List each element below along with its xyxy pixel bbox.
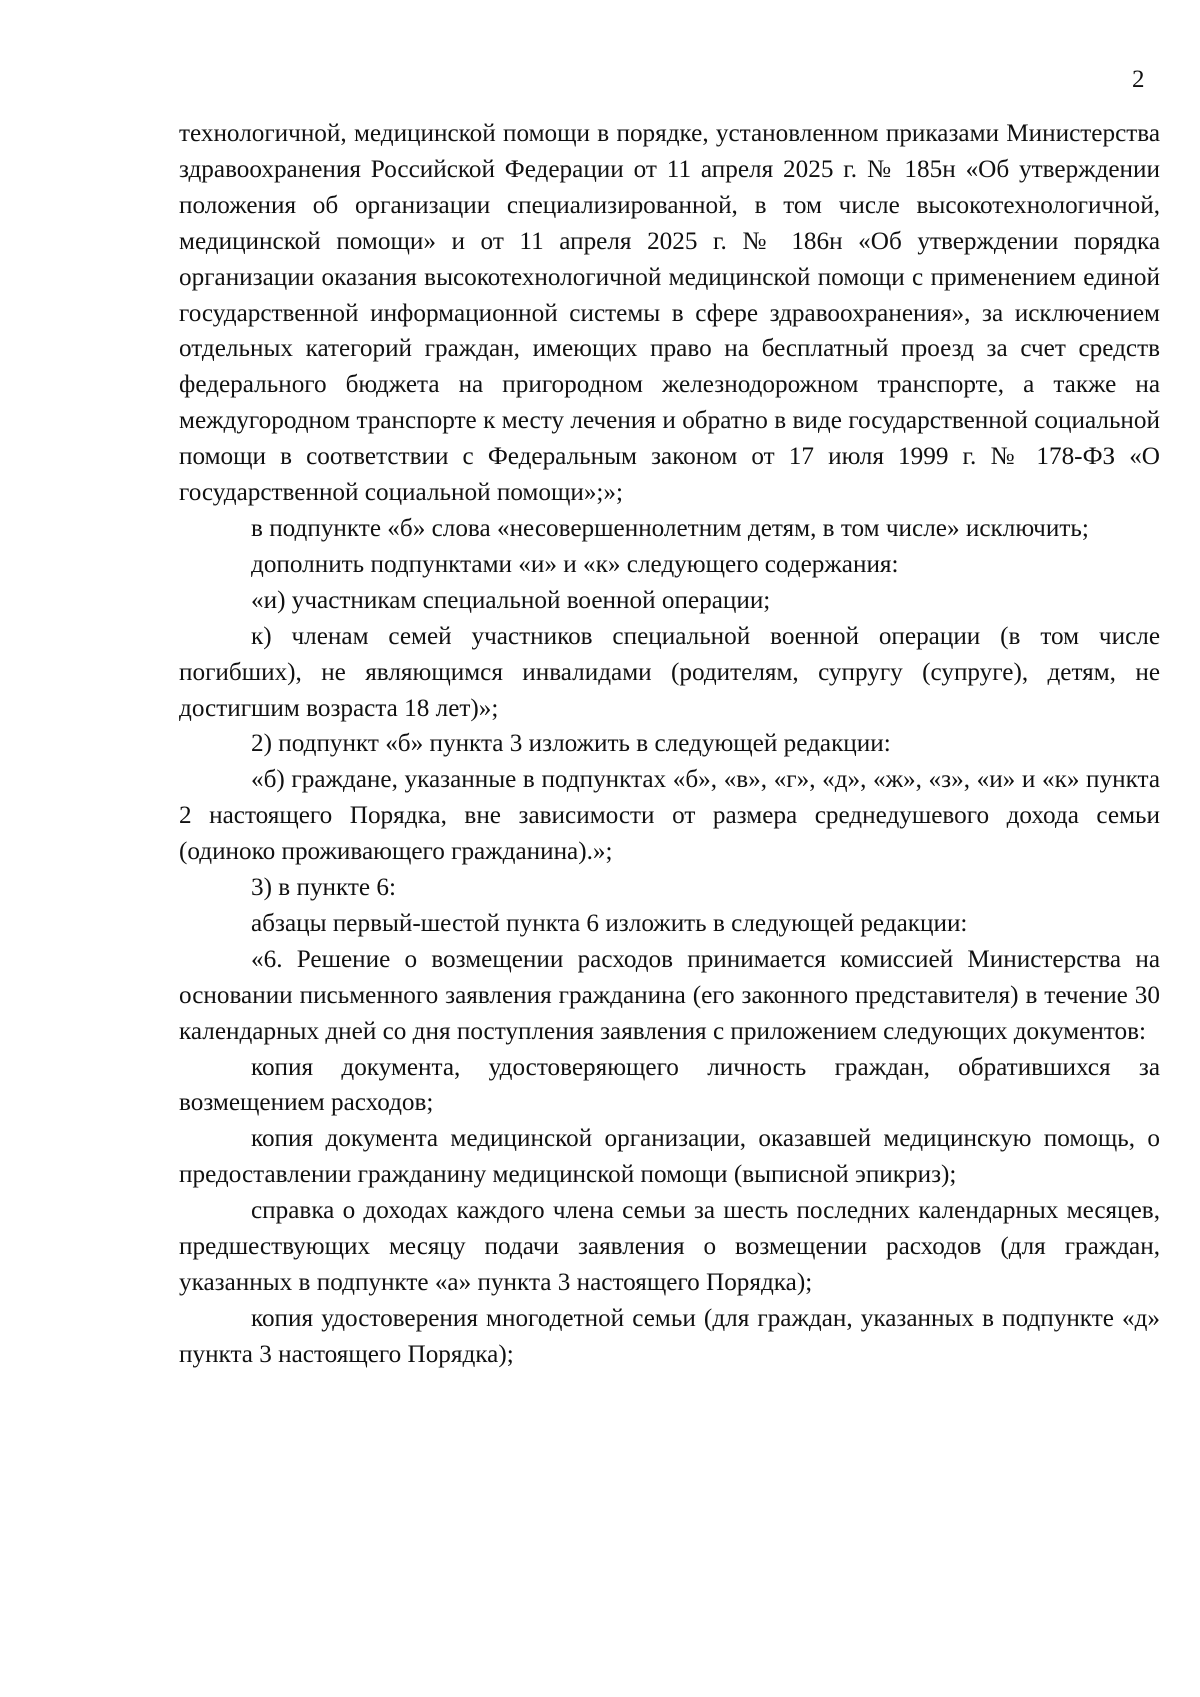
paragraph: 2) подпункт «б» пункта 3 изложить в следующей редакции:	[251, 730, 891, 758]
paragraph: 3) в пункте 6:	[251, 874, 397, 902]
page-number: 2	[1132, 66, 1145, 93]
paragraph: копия удостоверения многодетной семьи (для граждан, указанных в подпункте «д» пункта 3 настоящего Порядка);	[179, 1304, 1160, 1368]
paragraph: копия документа, удостоверяющего личность граждан, обратившихся за возмещением расходов;	[179, 1053, 1160, 1117]
paragraph: «б) граждане, указанные в подпунктах «б», «в», «г», «д», «ж», «з», «и» и «к» пункта 2 настоящего Порядка, вне зависимости от размера среднедушевого дохода семьи (одиноко проживающего гражданина).»;	[179, 766, 1160, 866]
paragraph: к) членам семей участников специальной военной операции (в том числе погибших), не являющимся инвалидами (родителям, супругу (супруге), детям, не достигшим возраста 18 лет)»;	[179, 622, 1160, 722]
paragraph: копия документа медицинской организации, оказавшей медицинскую помощь, о предоставлении гражданину медицинской помощи (выписной эпикриз);	[179, 1125, 1160, 1189]
paragraph-continuation: технологичной, медицинской помощи в порядке, установленном приказами Министерства здравоохранения Российской Федерации от 11 апреля 2025 г. № 185н «Об утверждении положения об организации специализированной, в том числе высокотехнологичной, медицинской помощи» и от 11 апреля 2025 г. № 186н «Об утверждении порядка организации оказания высокотехнологичной медицинской помощи с применением единой государственной информационной системы в сфере здравоохранения», за исключением отдельных категорий граждан, имеющих право на бесплатный проезд за счет средств федерального бюджета на пригородном железнодорожном транспорте, а также на междугородном транспорте к месту лечения и обратно в виде государственной социальной помощи в соответствии с Федеральным законом от 17 июля 1999 г. № 178-ФЗ «О государственной социальной помощи»;»;	[179, 120, 1160, 507]
paragraph: абзацы первый-шестой пункта 6 изложить в следующей редакции:	[251, 909, 968, 937]
document-body	[179, 116, 1160, 1373]
paragraph: справка о доходах каждого члена семьи за шесть последних календарных месяцев, предшествующих месяцу подачи заявления о возмещении расходов (для граждан, указанных в подпункте «а» пункта 3 настоящего Порядка);	[179, 1197, 1160, 1296]
paragraph: дополнить подпунктами «и» и «к» следующего содержания:	[251, 550, 899, 578]
paragraph: в подпункте «б» слова «несовершеннолетним детям, в том числе» исключить;	[251, 514, 1089, 542]
paragraph: «6. Решение о возмещении расходов принимается комиссией Министерства на основании письменного заявления гражданина (его законного представителя) в течение 30 календарных дней со дня поступления заявления с приложением следующих документов:	[179, 945, 1160, 1045]
paragraph: «и) участникам специальной военной операции;	[251, 586, 771, 614]
